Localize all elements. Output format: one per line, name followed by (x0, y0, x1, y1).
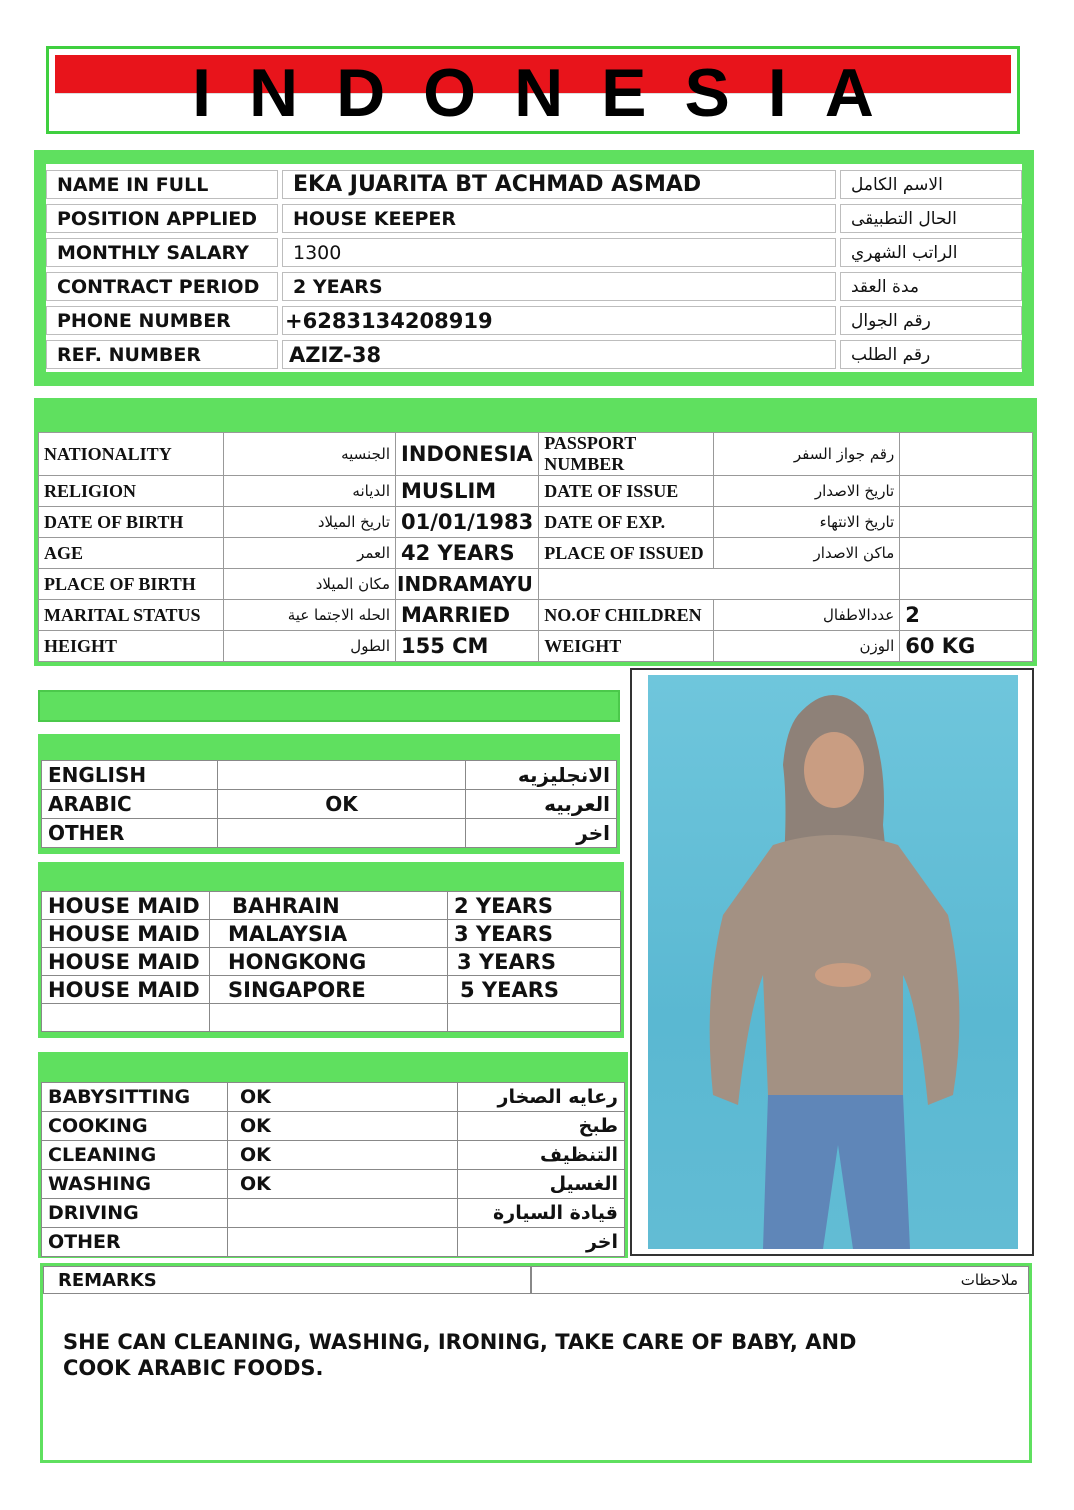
details-section (34, 430, 1037, 666)
other-skill-label-ar: اخر (458, 1228, 625, 1257)
country-banner (46, 46, 1020, 134)
exp-date-label-ar: تاريخ الانتهاء (714, 507, 900, 538)
contract-value: 2 YEARS (282, 272, 836, 301)
place-issued-label-ar: ماكن الاصدار (714, 538, 900, 569)
details-table (38, 432, 1033, 662)
experience-row (42, 948, 621, 976)
candidate-photo (648, 675, 1018, 1249)
pob-value: INDRAMAYU (396, 569, 539, 600)
age-label: AGE (39, 538, 224, 569)
row-driving (42, 1199, 625, 1228)
dob-label-ar: تاريخ الميلاد (224, 507, 396, 538)
marital-label: MARITAL STATUS (39, 600, 224, 631)
phone-value: +6283134208919 (282, 306, 836, 335)
experience-job: HOUSE MAID (42, 892, 210, 920)
cooking-value: OK (228, 1112, 458, 1141)
section-strip (38, 690, 620, 722)
babysitting-label: BABYSITTING (42, 1083, 228, 1112)
row-contract (46, 270, 1022, 303)
row-nationality (39, 433, 1033, 476)
empty-cell (539, 569, 900, 600)
personal-info-section (34, 150, 1034, 386)
children-value: 2 (900, 600, 1033, 631)
babysitting-label-ar: رعايه الصخار (458, 1083, 625, 1112)
other-language-label-ar: اخر (466, 819, 617, 848)
experience-period: 5 YEARS (448, 976, 621, 1004)
height-label: HEIGHT (39, 631, 224, 662)
experience-row (42, 892, 621, 920)
religion-label: RELIGION (39, 476, 224, 507)
children-label: NO.OF CHILDREN (539, 600, 714, 631)
experience-row (42, 920, 621, 948)
driving-value (228, 1199, 458, 1228)
nationality-label-ar: الجنسيه (224, 433, 396, 476)
passport-label-ar: رقم جواز السفر (714, 433, 900, 476)
religion-label-ar: الديانه (224, 476, 396, 507)
arabic-label: ARABIC (42, 790, 218, 819)
passport-value (900, 433, 1033, 476)
row-religion (39, 476, 1033, 507)
other-skill-label: OTHER (42, 1228, 228, 1257)
experience-country: MALAYSIA (210, 920, 448, 948)
cleaning-value: OK (228, 1141, 458, 1170)
experience-row (42, 1004, 621, 1032)
washing-value: OK (228, 1170, 458, 1199)
driving-label: DRIVING (42, 1199, 228, 1228)
row-other-skill (42, 1228, 625, 1257)
issue-date-label-ar: تاريخ الاصدار (714, 476, 900, 507)
issue-date-label: DATE OF ISSUE (539, 476, 714, 507)
language-table (41, 760, 617, 848)
skills-section (38, 1052, 628, 1258)
dob-label: DATE OF BIRTH (39, 507, 224, 538)
driving-label-ar: قيادة السيارة (458, 1199, 625, 1228)
other-language-value (218, 819, 466, 848)
remarks-section (40, 1263, 1032, 1463)
name-value: EKA JUARITA BT ACHMAD ASMAD (282, 170, 836, 199)
experience-period: 2 YEARS (448, 892, 621, 920)
salary-label: MONTHLY SALARY (46, 238, 278, 267)
details-header-bar (34, 398, 1037, 432)
cooking-label-ar: طبخ (458, 1112, 625, 1141)
exp-date-label: DATE OF EXP. (539, 507, 714, 538)
row-pob (39, 569, 1033, 600)
country-title: INDONESIA (192, 55, 912, 131)
experience-job (42, 1004, 210, 1032)
position-value: HOUSE KEEPER (282, 204, 836, 233)
candidate-figure-icon (648, 675, 1018, 1249)
other-language-label: OTHER (42, 819, 218, 848)
cooking-label: COOKING (42, 1112, 228, 1141)
name-label: NAME IN FULL (46, 170, 278, 199)
experience-period: 3 YEARS (448, 948, 621, 976)
ref-label: REF. NUMBER (46, 340, 278, 369)
washing-label-ar: الغسيل (458, 1170, 625, 1199)
row-other-language (42, 819, 617, 848)
weight-label: WEIGHT (539, 631, 714, 662)
height-label-ar: الطول (224, 631, 396, 662)
arabic-label-ar: العربيه (466, 790, 617, 819)
experience-section (38, 862, 624, 1038)
pob-label: PLACE OF BIRTH (39, 569, 224, 600)
experience-country: BAHRAIN (210, 892, 448, 920)
nationality-label: NATIONALITY (39, 433, 224, 476)
language-section (38, 734, 620, 854)
row-washing (42, 1170, 625, 1199)
position-label-ar: الحال التطبيقى (840, 204, 1022, 233)
dob-value: 01/01/1983 (396, 507, 539, 538)
row-cooking (42, 1112, 625, 1141)
religion-value: MUSLIM (396, 476, 539, 507)
place-issued-label: PLACE OF ISSUED (539, 538, 714, 569)
name-label-ar: الاسم الكامل (840, 170, 1022, 199)
washing-label: WASHING (42, 1170, 228, 1199)
empty-cell (900, 569, 1033, 600)
age-label-ar: العمر (224, 538, 396, 569)
english-value (218, 761, 466, 790)
place-issued-value (900, 538, 1033, 569)
row-phone (46, 304, 1022, 337)
row-ref (46, 338, 1022, 371)
remarks-label-ar: ملاحظات (531, 1266, 1029, 1294)
experience-country (210, 1004, 448, 1032)
skills-table (41, 1082, 625, 1257)
english-label-ar: الانجليزيه (466, 761, 617, 790)
weight-label-ar: الوزن (714, 631, 900, 662)
marital-value: MARRIED (396, 600, 539, 631)
children-label-ar: عددالاطفال (714, 600, 900, 631)
row-cleaning (42, 1141, 625, 1170)
issue-date-value (900, 476, 1033, 507)
row-marital (39, 600, 1033, 631)
pob-label-ar: مكان الميلاد (224, 569, 396, 600)
babysitting-value: OK (228, 1083, 458, 1112)
contract-label-ar: مدة العقد (840, 272, 1022, 301)
contract-label: CONTRACT PERIOD (46, 272, 278, 301)
remarks-text-line2: COOK ARABIC FOODS. (63, 1356, 324, 1380)
experience-job: HOUSE MAID (42, 948, 210, 976)
row-arabic (42, 790, 617, 819)
row-salary (46, 236, 1022, 269)
cleaning-label: CLEANING (42, 1141, 228, 1170)
ref-label-ar: رقم الطلب (840, 340, 1022, 369)
phone-label-ar: رقم الجوال (840, 306, 1022, 335)
row-age (39, 538, 1033, 569)
remarks-text-line1: SHE CAN CLEANING, WASHING, IRONING, TAKE CARE OF BABY, AND (63, 1330, 857, 1354)
salary-label-ar: الراتب الشهري (840, 238, 1022, 267)
ref-value: AZIZ-38 (282, 340, 836, 369)
row-dob (39, 507, 1033, 538)
exp-date-value (900, 507, 1033, 538)
experience-row (42, 976, 621, 1004)
salary-value: 1300 (282, 238, 836, 267)
phone-label: PHONE NUMBER (46, 306, 278, 335)
cleaning-label-ar: التنظيف (458, 1141, 625, 1170)
passport-label: PASSPORT NUMBER (539, 433, 714, 476)
other-skill-value (228, 1228, 458, 1257)
row-height (39, 631, 1033, 662)
experience-table (41, 891, 621, 1032)
position-label: POSITION APPLIED (46, 204, 278, 233)
experience-period (448, 1004, 621, 1032)
arabic-value: OK (218, 790, 466, 819)
experience-job: HOUSE MAID (42, 976, 210, 1004)
marital-label-ar: الحله الاجتما عية (224, 600, 396, 631)
nationality-value: INDONESIA (396, 433, 539, 476)
row-babysitting (42, 1083, 625, 1112)
english-label: ENGLISH (42, 761, 218, 790)
weight-value: 60 KG (900, 631, 1033, 662)
row-name (46, 168, 1022, 201)
experience-country: HONGKONG (210, 948, 448, 976)
remarks-label: REMARKS (43, 1266, 531, 1294)
row-english (42, 761, 617, 790)
height-value: 155 CM (396, 631, 539, 662)
experience-job: HOUSE MAID (42, 920, 210, 948)
age-value: 42 YEARS (396, 538, 539, 569)
experience-country: SINGAPORE (210, 976, 448, 1004)
experience-period: 3 YEARS (448, 920, 621, 948)
row-position (46, 202, 1022, 235)
